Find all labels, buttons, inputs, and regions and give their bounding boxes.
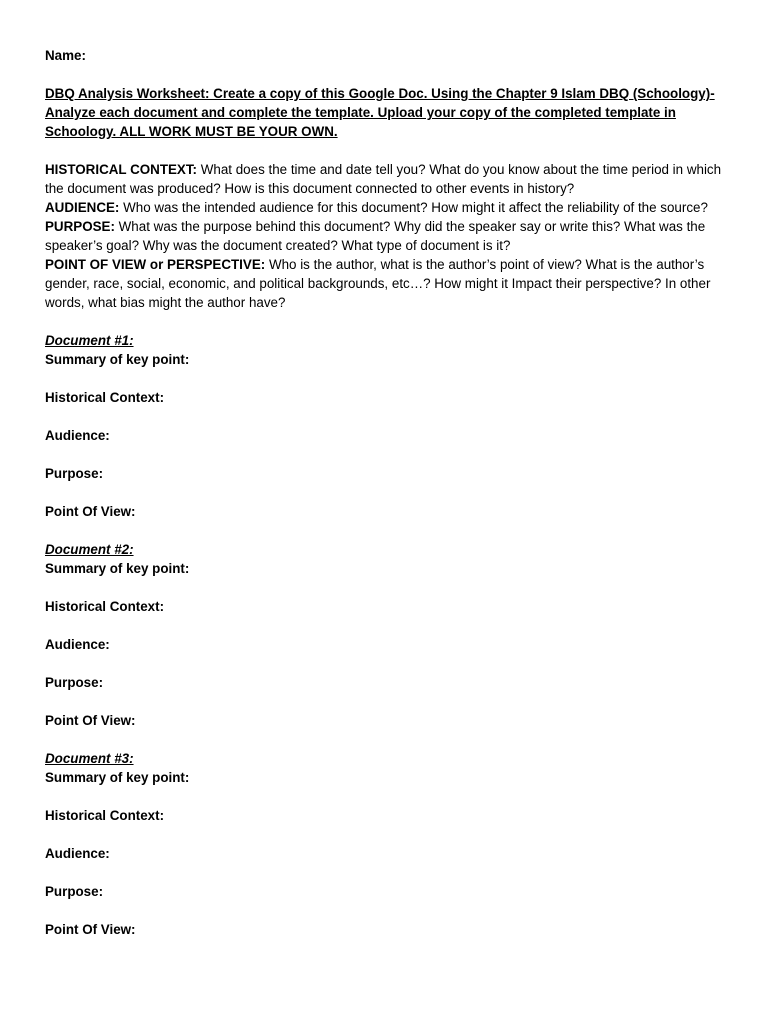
answer-space[interactable] <box>45 787 735 806</box>
definition-term: HISTORICAL CONTEXT: <box>45 162 198 177</box>
summary-label: Summary of key point: <box>45 352 190 367</box>
summary-label: Summary of key point: <box>45 561 190 576</box>
answer-space[interactable] <box>45 692 735 711</box>
answer-space[interactable] <box>45 578 735 597</box>
audience-label: Audience: <box>45 428 110 443</box>
spacer <box>45 65 735 84</box>
point-of-view-label: Point Of View: <box>45 922 136 937</box>
purpose-label: Purpose: <box>45 675 104 690</box>
definition-term: PURPOSE: <box>45 219 115 234</box>
document-title: Document #3: <box>45 751 134 766</box>
point-of-view-label: Point Of View: <box>45 713 136 728</box>
worksheet-page <box>45 46 735 939</box>
spacer <box>45 141 735 160</box>
definition-term: AUDIENCE: <box>45 200 120 215</box>
historical-context-label: Historical Context: <box>45 808 165 823</box>
answer-space[interactable] <box>45 654 735 673</box>
answer-space[interactable] <box>45 825 735 844</box>
document-section-3 <box>45 749 735 939</box>
audience-label: Audience: <box>45 846 110 861</box>
purpose-label: Purpose: <box>45 466 104 481</box>
definition-purpose <box>45 217 735 255</box>
answer-space[interactable] <box>45 616 735 635</box>
answer-space[interactable] <box>45 445 735 464</box>
spacer <box>45 312 735 331</box>
audience-label: Audience: <box>45 637 110 652</box>
definition-text: What was the purpose behind this document? Why did the speaker say or write this? What was the speaker’s goal? Why was the document created? What type of document is it? <box>45 219 706 253</box>
answer-space[interactable] <box>45 483 735 502</box>
definition-term: POINT OF VIEW or PERSPECTIVE: <box>45 257 266 272</box>
summary-label: Summary of key point: <box>45 770 190 785</box>
document-title: Document #2: <box>45 542 134 557</box>
historical-context-label: Historical Context: <box>45 390 165 405</box>
document-section-1 <box>45 331 735 540</box>
answer-space[interactable] <box>45 407 735 426</box>
document-section-2 <box>45 540 735 749</box>
answer-space[interactable] <box>45 863 735 882</box>
point-of-view-label: Point Of View: <box>45 504 136 519</box>
definition-historical-context <box>45 160 735 198</box>
instructions: DBQ Analysis Worksheet: Create a copy of this Google Doc. Using the Chapter 9 Islam DBQ (Schoology)- Analyze each document and complete the template. Upload your copy of the completed template in Schoology. ALL WORK MUST BE YOUR OWN. <box>45 86 715 139</box>
document-title: Document #1: <box>45 333 134 348</box>
answer-space[interactable] <box>45 369 735 388</box>
definition-point-of-view <box>45 255 735 312</box>
purpose-label: Purpose: <box>45 884 104 899</box>
definition-text: Who was the intended audience for this document? How might it affect the reliability of the source? <box>119 200 708 215</box>
answer-space[interactable] <box>45 901 735 920</box>
definition-audience <box>45 198 735 217</box>
answer-space[interactable] <box>45 521 735 540</box>
definitions <box>45 160 735 312</box>
answer-space[interactable] <box>45 730 735 749</box>
definition-text: Who is the author, what is the author’s point of view? What is the author’s gender, race, social, economic, and political backgrounds, etc…? How might it Impact their perspective? In other words, what bias might the author have? <box>45 257 711 310</box>
name-label: Name: <box>45 48 86 63</box>
historical-context-label: Historical Context: <box>45 599 165 614</box>
definition-text: What does the time and date tell you? What do you know about the time period in which the document was produced? How is this document connected to other events in history? <box>45 162 722 196</box>
